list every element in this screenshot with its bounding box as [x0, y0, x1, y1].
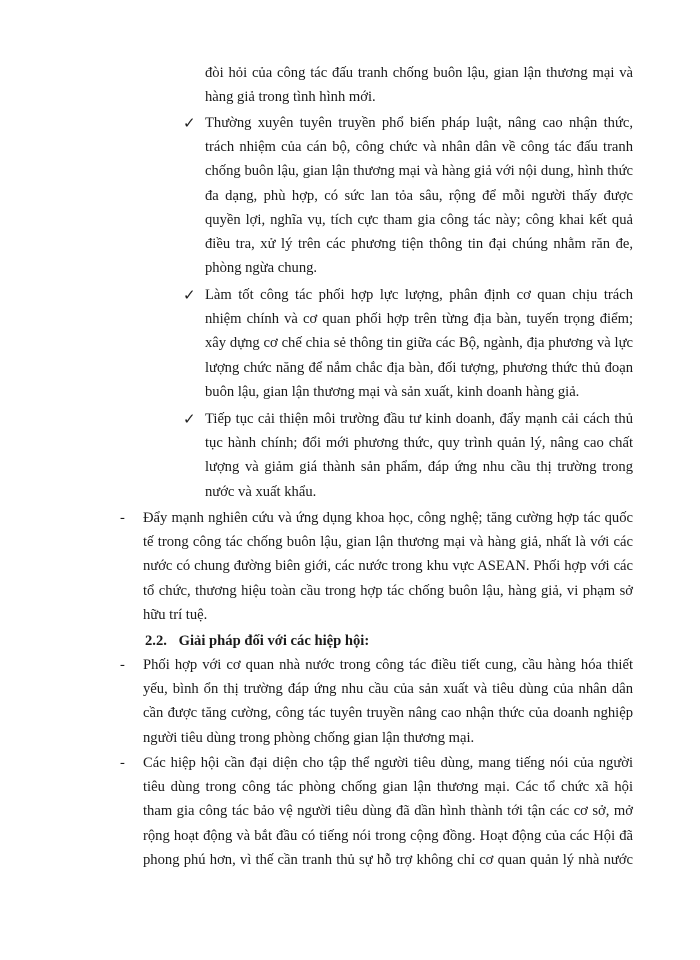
paragraph-text: Phối hợp với cơ quan nhà nước trong công tác điều tiết cung, cầu hàng hóa thiết yếu, bình ổn thị trường đáp ứng nhu cầu của sản xuất và tiêu dùng của nhân dân cần được tăng cường, công tác tuyên truyền nâng cao nhận thức của doanh nghiệp người tiêu dùng trong phòng chống gian lận thương mại.: [143, 657, 633, 746]
checkmark-icon: ✓: [183, 410, 196, 428]
check-item-paragraph: [205, 283, 633, 404]
paragraph-text: Tiếp tục cải thiện môi trường đầu tư kinh doanh, đẩy mạnh cải cách thủ tục hành chính; đổi mới phương thức, quy trình quản lý, nâng cao chất lượng và giảm giá thành sản phẩm, đáp ứng nhu cầu thị trường trong nước và xuất khẩu.: [205, 411, 633, 500]
check-item-paragraph: [205, 407, 633, 504]
paragraph-text: đòi hỏi của công tác đấu tranh chống buôn lậu, gian lận thương mại và hàng giả trong tình hình mới.: [205, 65, 633, 106]
checkmark-icon: ✓: [183, 286, 196, 304]
checkmark-icon: ✓: [183, 114, 196, 132]
dash-item-paragraph: [143, 751, 633, 872]
paragraph-text: Các hiệp hội cần đại diện cho tập thể người tiêu dùng, mang tiếng nói của người tiêu dùng trong công tác phòng chống gian lận thương mại. Các tổ chức xã hội tham gia công tác bảo vệ người tiêu dùng đã dần hình thành tới tận các cơ sở, mở rộng hoạt động và bắt đầu có tiếng nói trong cộng đồng. Hoạt động của các Hội đã phong phú hơn, vì thế cần tranh thủ sự hỗ trợ không chỉ cơ quan quản lý nhà nước: [143, 755, 633, 868]
paragraph-text: Thường xuyên tuyên truyền phổ biến pháp luật, nâng cao nhận thức, trách nhiệm của cán bộ, công chức và nhân dân về công tác đấu tranh chống buôn lậu, gian lận thương mại và hàng giả với nội dung, hình thức đa dạng, phù hợp, có sức lan tỏa sâu, rộng để mỗi người thấy được quyền lợi, nghĩa vụ, tích cực tham gia công tác này; công khai kết quả điều tra, xử lý trên các phương tiện thông tin đại chúng nhằm răn đe, phòng ngừa chung.: [205, 115, 633, 277]
dash-bullet: -: [120, 510, 125, 526]
section-title: Giải pháp đối với các hiệp hội:: [178, 633, 370, 649]
paragraph-text: Làm tốt công tác phối hợp lực lượng, phân định cơ quan chịu trách nhiệm chính và cơ quan phối hợp trên từng địa bàn, tuyến trọng điểm; xây dựng cơ chế chia sẻ thông tin giữa các Bộ, ngành, địa phương và lực lượng chức năng để nắm chắc địa bàn, đối tượng, phương thức thủ đoạn buôn lậu, gian lận thương mại và sản xuất, kinh doanh hàng giả.: [205, 287, 633, 400]
continuation-paragraph: [205, 61, 633, 109]
section-number: 2.2.: [145, 633, 167, 649]
dash-bullet: -: [120, 657, 125, 673]
paragraph-text: Đẩy mạnh nghiên cứu và ứng dụng khoa học, công nghệ; tăng cường hợp tác quốc tế trong công tác chống buôn lậu, gian lận thương mại và hàng giả, nhất là với các nước có chung đường biên giới, các nước trong khu vực ASEAN. Phối hợp với các tổ chức, thương hiệu toàn cầu trong hợp tác chống buôn lậu, hàng giả, vi phạm sở hữu trí tuệ.: [143, 510, 633, 623]
dash-item-paragraph: [143, 506, 633, 627]
section-heading: [145, 629, 625, 653]
check-item-paragraph: [205, 111, 633, 280]
dash-item-paragraph: [143, 653, 633, 750]
dash-bullet: -: [120, 755, 125, 771]
